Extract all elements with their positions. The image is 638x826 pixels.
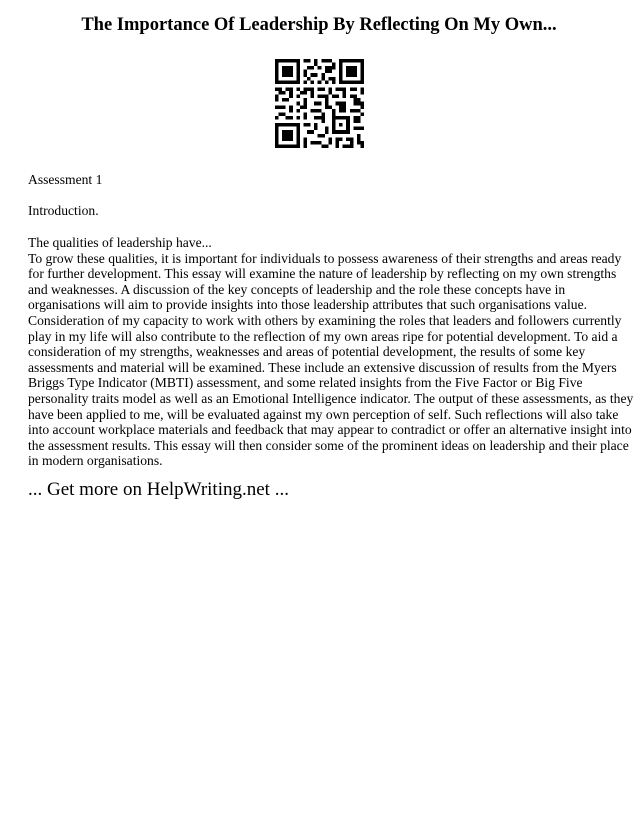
body-line: play in my life will also contribute to the reflection of my own areas ripe for potential development. To aid a <box>28 328 618 344</box>
body-line: The qualities of leadership have... <box>28 235 212 250</box>
body-line: consideration of my strengths, weaknesses and areas of potential development, the results of some key <box>28 344 586 360</box>
body-paragraph <box>28 235 634 469</box>
body-line: into account workplace materials and feedback that may appear to contradict or offer an alternative insight into <box>28 422 632 438</box>
qr-code-icon <box>275 59 364 148</box>
body-line: organisations will aim to provide insights into those leadership attributes that such organisations value. <box>28 297 588 313</box>
body-line: Consideration of my capacity to work with others by examining the roles that leaders and followers currently <box>28 312 622 328</box>
document-title: The Importance Of Leadership By Reflecting On My Own... <box>81 15 557 35</box>
body-line: personality traits model as well as an Emotional Intelligence indicator. The output of these assessments, as they <box>28 390 634 406</box>
body-line: To grow these qualities, it is important for individuals to possess awareness of their strengths and areas ready <box>28 250 622 266</box>
assessment-label: Assessment 1 <box>28 172 103 187</box>
body-line: the assessment results. This essay will then consider some of the prominent ideas on leadership and their place <box>28 437 629 453</box>
body-line: Briggs Type Indicator (MBTI) assessment, and some related insights from the Five Factor or Big Five <box>28 375 583 391</box>
body-line: for further development. This essay will examine the nature of leadership by reflecting on my own strengths <box>28 266 617 282</box>
body-line: and weaknesses. A discussion of the key concepts of leadership and the role these concepts have in <box>28 281 566 297</box>
body-line: have been applied to me, will be evaluated against my own perception of self. Such reflections will also take <box>28 406 619 422</box>
body-line: in modern organisations. <box>28 453 163 469</box>
body-line: assessments and material will be examined. These include an extensive discussion of results from the Myers <box>28 359 617 375</box>
get-more-link[interactable]: ... Get more on HelpWriting.net ... <box>28 479 289 500</box>
introduction-heading: Introduction. <box>28 203 99 218</box>
